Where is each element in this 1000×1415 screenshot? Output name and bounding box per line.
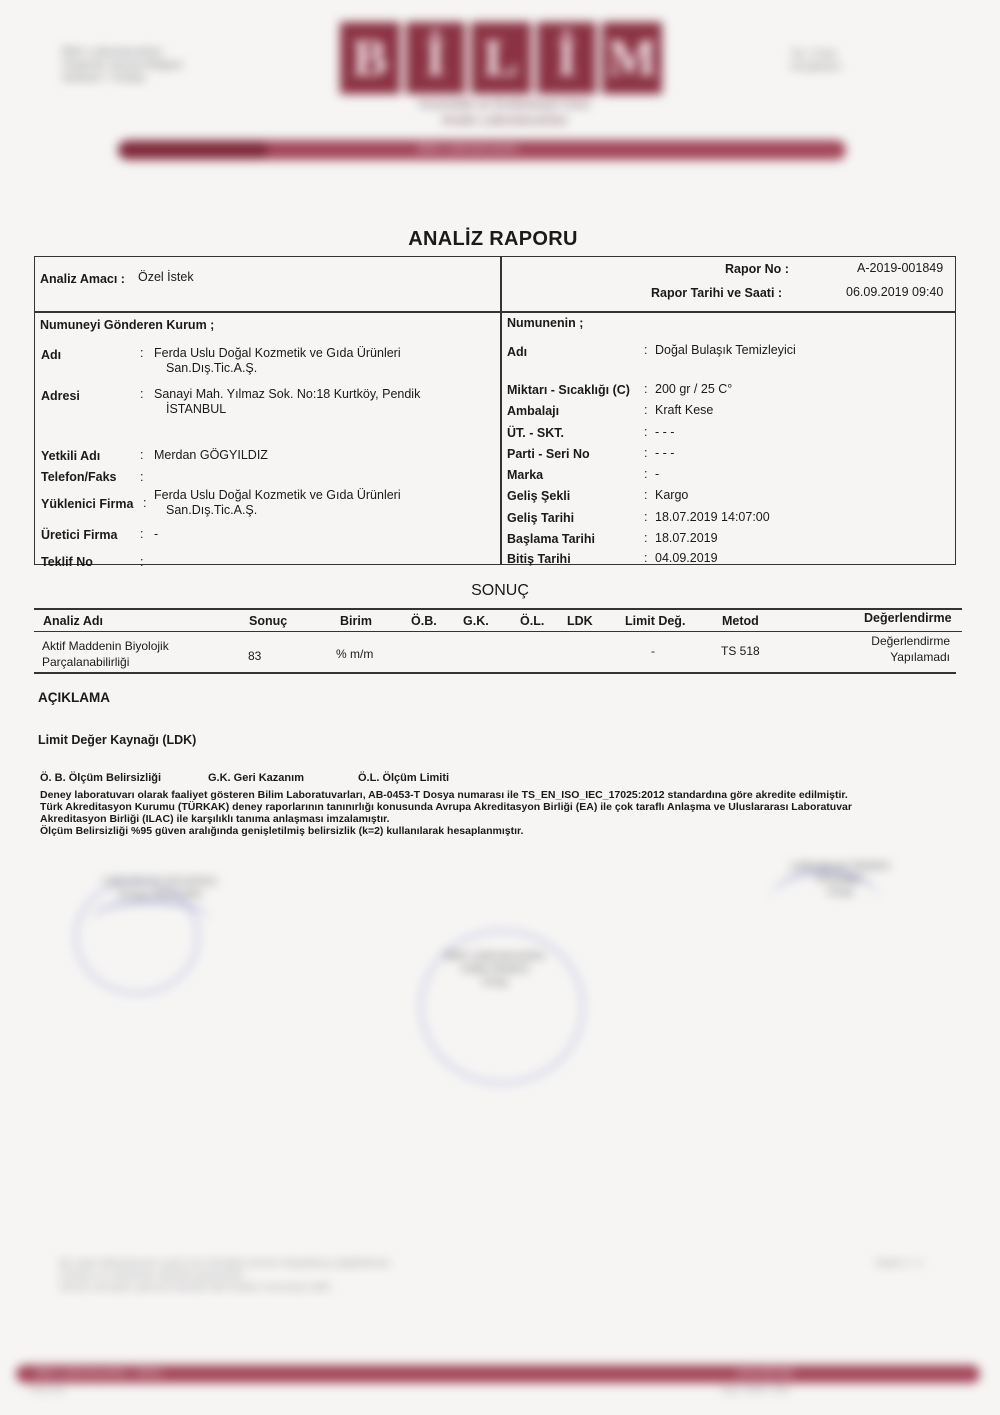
sender-colon: :: [140, 470, 144, 484]
footer-band: Bilim Laboratuvarları - Adres www.bilimlab: [16, 1365, 980, 1383]
marka-value: -: [655, 467, 660, 481]
col-header-limit: Limit Değ.: [625, 614, 686, 628]
sample-colon: :: [644, 382, 648, 396]
sender-adres-line1: Sanayi Mah. Yılmaz Sok. No:18 Kurtköy, Pendik: [154, 387, 421, 401]
yuklenici-label: Yüklenici Firma: [41, 497, 134, 511]
info-box-horizontal-divider: [35, 311, 955, 313]
col-header-ob: Ö.B.: [411, 614, 437, 628]
signature-right: Laboratuvar Müdürü Kimyager Onay: [790, 860, 890, 898]
sender-colon: :: [140, 346, 144, 360]
result-limit: -: [651, 644, 655, 658]
report-title: ANALİZ RAPORU: [408, 228, 578, 250]
miktar-value: 200 gr / 25 C°: [655, 382, 733, 396]
signature-left: Laboratuvar Sorumlusu Kimya Mühendisi: [102, 875, 218, 900]
gelis-sekli-label: Geliş Şekli: [507, 489, 571, 503]
rapor-no-label: Rapor No :: [725, 262, 789, 276]
logo-subtitle: Kozmetik ve Endüstriyel Ürün Analiz Laboratuvarları: [419, 96, 591, 127]
yetkili-label: Yetkili Adı: [41, 449, 101, 463]
aciklama-heading: AÇIKLAMA: [38, 690, 110, 705]
signature-center: Bilim Laboratuvarları Kalite Müdürü Onay: [444, 950, 546, 988]
sender-colon: :: [140, 527, 144, 541]
accreditation-note: Türk Akreditasyon Kurumu (TÜRKAK) deney raporlarının tanınırlığı konusunda Avrupa Akreditasyon Birliği (EA) ile çok taraflı Anlaşma ve Uluslararası Laboratuvar: [40, 801, 852, 813]
legend-ol: Ö.L. Ölçüm Limiti: [358, 772, 450, 784]
gelis-sekli-value: Kargo: [655, 488, 689, 502]
ut-skt-value: - - -: [655, 425, 675, 439]
sample-adi-label: Adı: [507, 345, 528, 359]
ut-skt-label: ÜT. - SKT.: [507, 426, 564, 440]
col-header-sonuc: Sonuç: [249, 614, 288, 628]
result-birim: % m/m: [336, 647, 374, 661]
baslama-label: Başlama Tarihi: [507, 532, 596, 546]
bitis-label: Bitiş Tarihi: [507, 552, 571, 566]
logo-letter: B: [340, 22, 400, 94]
footer-form-no: Form No: [30, 1385, 66, 1395]
logo-letter: M: [602, 22, 662, 94]
sample-colon: :: [644, 551, 648, 565]
col-header-analiz: Analiz Adı: [43, 614, 103, 628]
sample-colon: :: [644, 343, 648, 357]
logo-letter: İ: [406, 22, 466, 94]
miktar-label: Miktarı - Sıcaklığı (C): [507, 383, 630, 397]
results-title: SONUÇ: [471, 582, 529, 599]
sample-colon: :: [644, 446, 648, 460]
gelis-tarihi-label: Geliş Tarihi: [507, 511, 575, 525]
yuklenici-line1: Ferda Uslu Doğal Kozmetik ve Gıda Ürünleri: [154, 488, 401, 502]
uretici-label: Üretici Firma: [41, 528, 118, 542]
numunenin-label: Numunenin ;: [507, 316, 584, 330]
sample-colon: :: [644, 425, 648, 439]
company-logo: [340, 22, 662, 94]
col-header-gk: G.K.: [463, 614, 489, 628]
footer-revision: Yayın Tarihi / Rev.: [720, 1385, 792, 1395]
rapor-tarihi-value: 06.09.2019 09:40: [846, 285, 944, 299]
logo-letter: İ: [537, 22, 597, 94]
col-header-degerlendirme: Değerlendirme: [864, 611, 952, 625]
sender-adi-line2: San.Dış.Tic.A.Ş.: [166, 361, 258, 375]
sender-adres-line2: İSTANBUL: [166, 402, 227, 416]
legend-ob: Ö. B. Ölçüm Belirsizliği: [40, 772, 162, 784]
sample-colon: :: [644, 403, 648, 417]
logo-letter: L: [471, 22, 531, 94]
sender-colon: :: [140, 555, 144, 569]
result-analiz-name: Aktif Maddenin Biyolojik Parçalanabilirliği: [42, 639, 169, 669]
sample-colon: :: [644, 488, 648, 502]
col-header-ldk: LDK: [567, 614, 593, 628]
accreditation-note: Akreditasyon Birliği (ILAC) ile karşılıklı tanıma anlaşması imzalamıştır.: [40, 813, 390, 825]
info-box: [34, 256, 956, 569]
analiz-amaci-value: Özel İstek: [138, 270, 194, 284]
col-header-ol: Ö.L.: [520, 614, 545, 628]
marka-label: Marka: [507, 468, 544, 482]
rapor-tarihi-label: Rapor Tarihi ve Saati :: [651, 286, 783, 300]
rapor-no-value: A-2019-001849: [857, 261, 944, 275]
legend-gk: G.K. Geri Kazanım: [208, 772, 304, 784]
footer-disclaimer: Bu rapor laboratuvarın yazılı izni olmadan kısmen kopyalanıp çoğaltılamaz. İmzasız ve mühürsüz raporlar geçersizdir. Deney sonuçları yalnızca deneye tabi tutulan numuneye aittir.: [60, 1258, 393, 1293]
ambalaj-label: Ambalajı: [507, 404, 560, 418]
sender-colon: :: [143, 496, 147, 510]
yuklenici-line2: San.Dış.Tic.A.Ş.: [166, 503, 258, 517]
sample-colon: :: [644, 531, 648, 545]
header-band-accent: [118, 142, 268, 158]
header-band: Bilim Laboratuvarları: [118, 140, 846, 160]
analiz-amaci-label: Analiz Amacı :: [40, 272, 125, 286]
col-header-metod: Metod: [722, 614, 759, 628]
signature-scribble: [90, 900, 210, 943]
sender-colon: :: [140, 448, 144, 462]
sample-colon: :: [644, 510, 648, 524]
parti-value: - - -: [655, 446, 675, 460]
result-degerlendirme: Değerlendirme Yapılamadı: [871, 634, 950, 664]
teklif-label: Teklif No: [41, 555, 93, 569]
result-sonuc: 83: [248, 649, 262, 663]
footer-page-number: Sayfa 1 / 1: [875, 1258, 923, 1269]
info-box-vertical-divider: [500, 257, 502, 564]
gelis-tarihi-value: 18.07.2019 14:07:00: [655, 510, 770, 524]
stamp-center: [420, 930, 584, 1084]
ldk-source: Limit Değer Kaynağı (LDK): [38, 733, 197, 747]
result-metod: TS 518: [721, 644, 760, 658]
results-top-rule: [34, 608, 962, 610]
gonderen-kurum-label: Numuneyi Gönderen Kurum ;: [40, 318, 215, 332]
yetkili-value: Merdan GÖGYILDIZ: [154, 448, 268, 462]
accreditation-note: Deney laboratuvarı olarak faaliyet gösteren Bilim Laboratuvarları, AB-0453-T Dosya numarası ile TS_EN_ISO_IEC_17025:2012 standardına göre akredite edilmiştir.: [40, 789, 848, 801]
baslama-value: 18.07.2019: [655, 531, 718, 545]
telefon-label: Telefon/Faks: [41, 470, 117, 484]
sender-adi-line1: Ferda Uslu Doğal Kozmetik ve Gıda Ürünleri: [154, 346, 401, 360]
sender-colon: :: [140, 387, 144, 401]
col-header-birim: Birim: [340, 614, 372, 628]
sender-adi-label: Adı: [41, 348, 62, 362]
sender-adres-label: Adresi: [41, 389, 80, 403]
results-bottom-rule: [34, 672, 956, 674]
bitis-value: 04.09.2019: [655, 551, 718, 565]
sample-adi-value: Doğal Bulaşık Temizleyici: [655, 343, 796, 357]
signature-scribble: [770, 870, 880, 933]
parti-label: Parti - Seri No: [507, 447, 590, 461]
sample-colon: :: [644, 467, 648, 481]
results-header-rule: [34, 631, 962, 632]
ambalaj-value: Kraft Kese: [655, 403, 714, 417]
header-left-text: Bilim Laboratuvarları Organize Sanayi Bölgesi İstanbul / Türkiye: [62, 46, 183, 84]
header-right-text: Tel / Faks info@bilim: [790, 48, 842, 73]
uretici-value: -: [154, 527, 159, 541]
uncertainty-note: Ölçüm Belirsizliği %95 güven aralığında genişletilmiş belirsizlik (k=2) kullanılarak hesaplanmıştır.: [40, 825, 524, 837]
